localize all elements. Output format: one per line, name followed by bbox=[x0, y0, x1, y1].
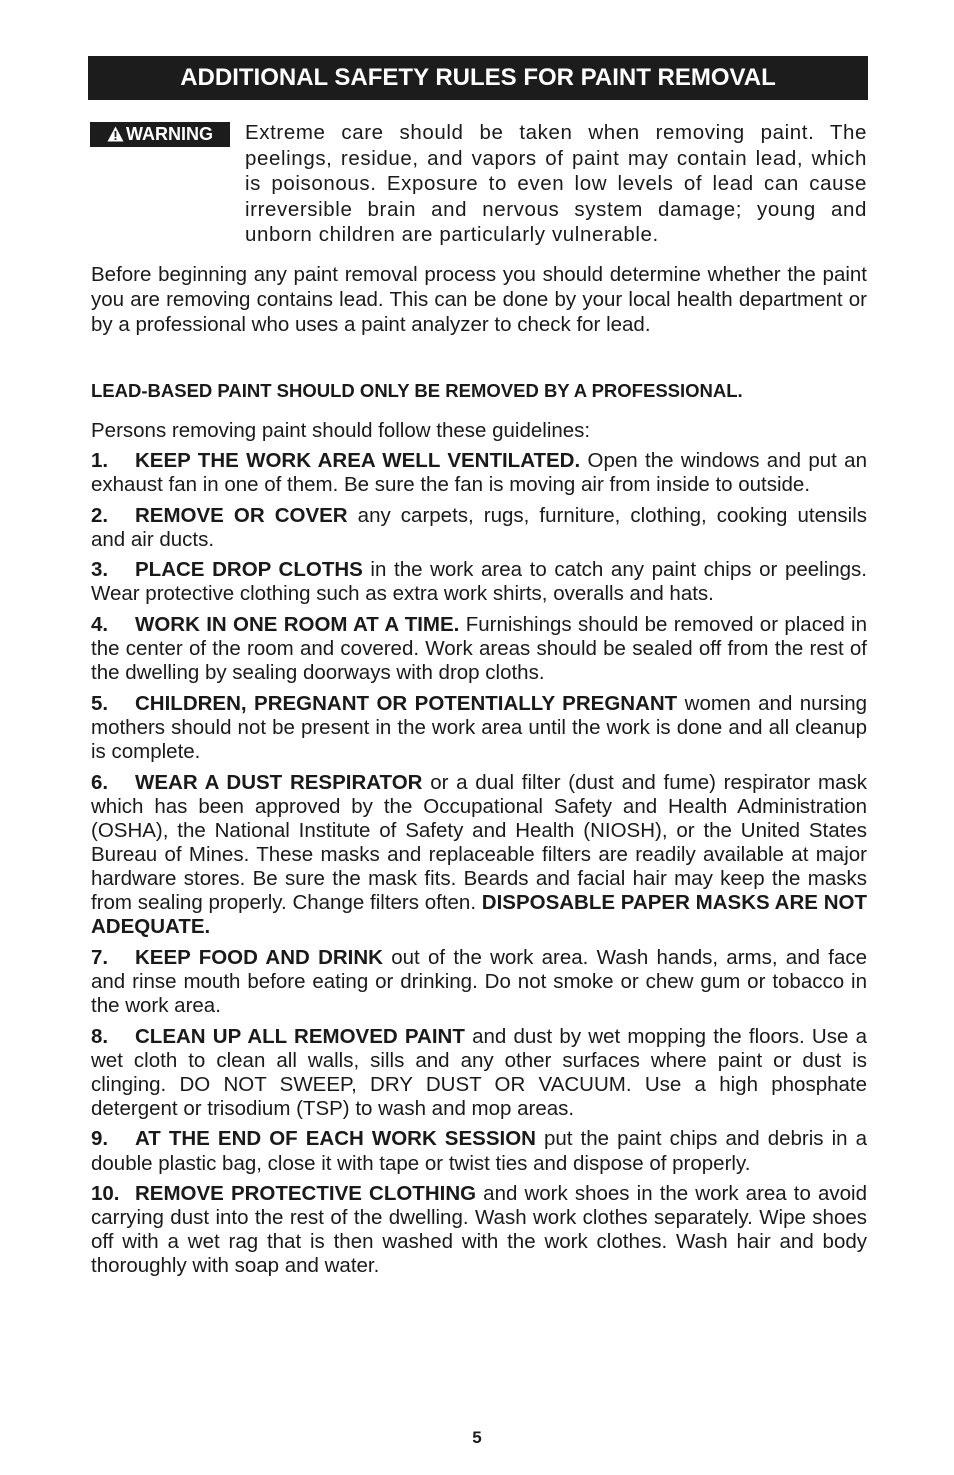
guideline-number: 6. bbox=[91, 770, 109, 794]
warning-badge bbox=[90, 122, 230, 147]
guideline-item bbox=[91, 1127, 867, 1175]
guideline-item bbox=[91, 1182, 867, 1278]
guideline-item bbox=[91, 504, 867, 552]
guideline-item bbox=[91, 1025, 867, 1121]
guideline-lead: CHILDREN, PREGNANT OR POTENTIALLY PREGNANT bbox=[135, 691, 678, 715]
guideline-lead: CLEAN UP ALL REMOVED PAINT bbox=[135, 1024, 465, 1048]
guideline-number: 4. bbox=[91, 613, 109, 637]
guideline-text: and dust by wet mopping the floors. Use a wet cloth to clean all walls, sills and any other surfaces where paint or dust is clinging. DO NOT SWEEP, DRY DUST OR VACUUM. Use a high phosphate detergent or trisodium (TSP) to wash and mop areas. bbox=[91, 1024, 867, 1120]
page-title: ADDITIONAL SAFETY RULES FOR PAINT REMOVAL bbox=[88, 56, 868, 100]
guideline-item bbox=[91, 946, 867, 1018]
guideline-text: Open the windows and put an exhaust fan in one of them. Be sure the fan is moving air from inside to outside. bbox=[91, 449, 867, 497]
guideline-number: 2. bbox=[91, 503, 109, 527]
guideline-lead: KEEP THE WORK AREA WELL VENTILATED. bbox=[135, 449, 581, 472]
guideline-text: Furnishings should be removed or placed in the center of the room and covered. Work areas should be sealed off from the rest of the dwelling by sealing doorways with drop cloths. bbox=[91, 613, 867, 685]
guideline-lead: WORK IN ONE ROOM AT A TIME. bbox=[135, 613, 460, 637]
guideline-item bbox=[91, 771, 867, 940]
guideline-number: 9. bbox=[91, 1127, 109, 1151]
guideline-lead: REMOVE PROTECTIVE CLOTHING bbox=[135, 1182, 477, 1206]
guidelines-list bbox=[91, 449, 867, 1285]
guideline-lead: WEAR A DUST RESPIRATOR bbox=[135, 770, 423, 794]
guideline-text: and work shoes in the work area to avoid carrying dust into the rest of the dwelling. Wash work clothes separately. Wipe shoes off with a wet rag that is then washed with the work clothes. Wash hair and body thoroughly with soap and water. bbox=[91, 1182, 867, 1278]
guideline-lead: PLACE DROP CLOTHS bbox=[135, 558, 363, 582]
guideline-text: put the paint chips and debris in a double plastic bag, close it with tape or twist ties and dispose of properly. bbox=[91, 1127, 868, 1175]
lead-notice: LEAD-BASED PAINT SHOULD ONLY BE REMOVED BY A PROFESSIONAL. bbox=[91, 380, 743, 401]
guideline-item bbox=[91, 692, 867, 764]
guideline-text: any carpets, rugs, furniture, clothing, cooking utensils and air ducts. bbox=[91, 503, 868, 551]
guideline-lead: REMOVE OR COVER bbox=[135, 503, 348, 527]
page-number: 5 bbox=[472, 1428, 482, 1447]
guideline-number: 10. bbox=[91, 1182, 120, 1206]
guidelines-intro: Persons removing paint should follow these guidelines: bbox=[91, 419, 591, 442]
guideline-lead: KEEP FOOD AND DRINK bbox=[135, 945, 383, 969]
guideline-item bbox=[91, 558, 867, 606]
guideline-number: 7. bbox=[91, 945, 109, 969]
warning-triangle-icon bbox=[107, 124, 124, 149]
guideline-number: 5. bbox=[91, 691, 109, 715]
guideline-text: in the work area to catch any paint chips or peelings. Wear protective clothing such as extra work shirts, overalls and hats. bbox=[91, 558, 867, 606]
guideline-item bbox=[91, 613, 867, 685]
intro-paragraph: Before beginning any paint removal process you should determine whether the paint you are removing contains lead. This can be done by your local health department or by a professional who uses a paint analyzer to check for lead. bbox=[91, 263, 867, 336]
guideline-item bbox=[91, 449, 867, 497]
guideline-tail: DISPOSABLE PAPER MASKS ARE NOT ADEQUATE. bbox=[91, 891, 867, 939]
guideline-text: out of the work area. Wash hands, arms, and face and rinse mouth before eating or drinking. Do not smoke or chew gum or tobacco in the work area. bbox=[91, 945, 868, 1017]
warning-label: WARNING bbox=[126, 124, 213, 144]
guideline-text: women and nursing mothers should not be present in the work area until the work is done and all cleanup is complete. bbox=[91, 691, 867, 764]
warning-text: Extreme care should be taken when removing paint. The peelings, residue, and vapors of paint may contain lead, which is poisonous. Exposure to even low levels of lead can cause irreversible brain and nervous system damage; young and unborn children are particularly vulnerable. bbox=[245, 121, 867, 246]
guideline-text: or a dual filter (dust and fume) respirator mask which has been approved by the Occupational Safety and Health Administration (OSHA), the National Institute of Safety and Health (NIOSH), or the United States Bureau of Mines. These masks and replaceable filters are readily available at major hardware stores. Be sure the mask fits. Beards and facial hair may keep the masks from sealing properly. Change filters often. bbox=[91, 770, 867, 915]
guideline-number: 8. bbox=[91, 1024, 109, 1048]
guideline-number: 3. bbox=[91, 558, 109, 582]
guideline-number: 1. bbox=[91, 449, 109, 472]
guideline-lead: AT THE END OF EACH WORK SESSION bbox=[135, 1127, 536, 1151]
